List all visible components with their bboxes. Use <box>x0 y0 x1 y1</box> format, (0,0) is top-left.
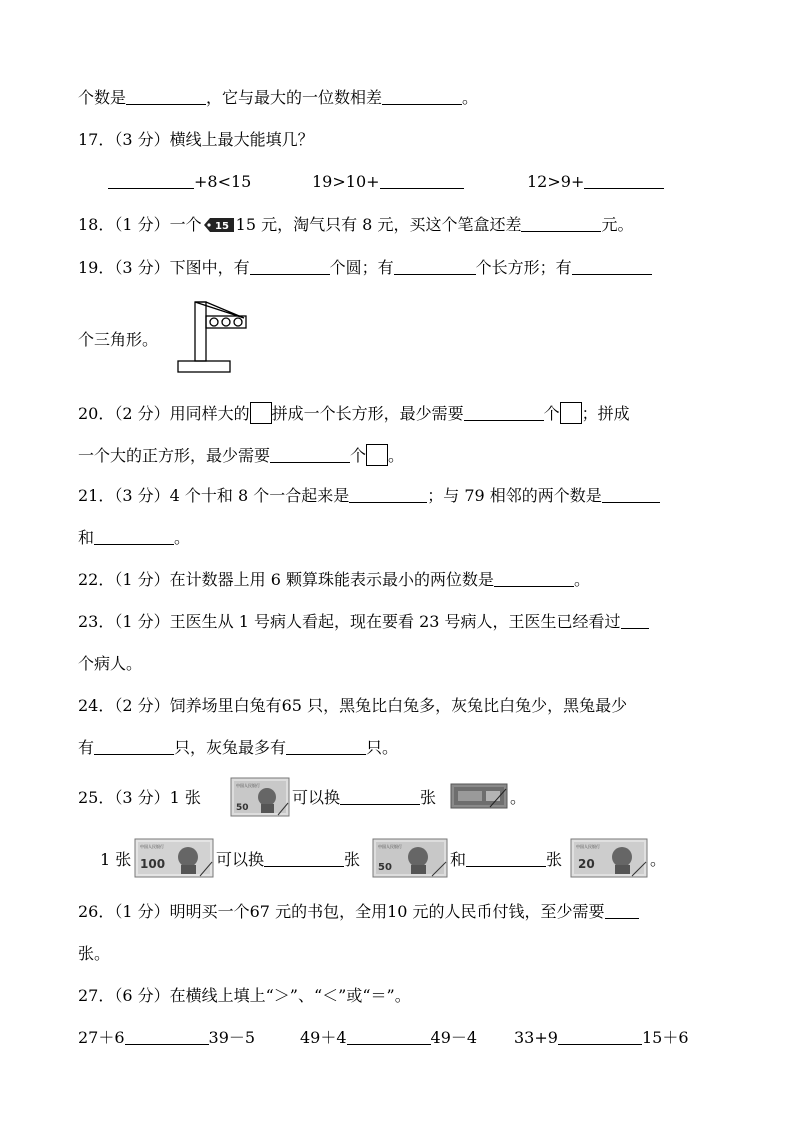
q16-blank-2[interactable] <box>382 89 462 105</box>
svg-text:50: 50 <box>236 803 249 813</box>
q19-blank-3[interactable] <box>572 259 652 275</box>
svg-text:中国人民银行: 中国人民银行 <box>140 844 164 849</box>
q16-text-2: ，它与最大的一位数相差 <box>206 88 383 107</box>
q20-text-5: 一个大的正方形，最少需要 <box>78 446 271 465</box>
q19-text-3: 个长方形；有 <box>475 258 572 277</box>
q26-text-1: 26．（1 分）明明买一个67 元的书包，全用10 元的人民币付钱，至少需要 <box>78 902 605 921</box>
q25-text-3: 张 <box>420 788 437 807</box>
q20-blank-1[interactable] <box>464 405 544 421</box>
q25-blank-2[interactable] <box>264 851 344 867</box>
q25-text-6: 可以换 <box>216 850 265 869</box>
q24-text-4: 只。 <box>366 738 399 757</box>
q19-line-2: 个三角形。 <box>78 330 159 349</box>
small-square-icon <box>560 402 582 424</box>
q27-blank-2[interactable] <box>347 1029 431 1045</box>
q20-text-7: 。 <box>388 446 405 465</box>
q18-text-3: 元。 <box>601 215 634 234</box>
q25-text-9: 张 <box>546 850 563 869</box>
svg-text:15: 15 <box>214 221 229 232</box>
q19-figure-diagram <box>174 298 250 376</box>
q25-line-1b <box>292 788 436 808</box>
svg-text:100: 100 <box>140 857 166 871</box>
q24-blank-1[interactable] <box>94 739 174 755</box>
q17-expr-3 <box>527 172 664 192</box>
q21-text-1: 21．（3 分）4 个十和 8 个一合起来是 <box>78 486 350 505</box>
q17-expr-1-text: +8<15 <box>194 172 252 191</box>
q27-left-2: 49＋4 <box>300 1028 347 1047</box>
svg-text:中国人民银行: 中国人民银行 <box>378 844 402 849</box>
q21-blank-3[interactable] <box>94 529 174 545</box>
q27-right-2: 49－4 <box>430 1028 478 1047</box>
q27-expr-1 <box>78 1028 255 1048</box>
q25-text-2: 可以换 <box>292 788 341 807</box>
q27-blank-1[interactable] <box>125 1029 209 1045</box>
q25-blank-3[interactable] <box>466 851 546 867</box>
q18-text-2: 15 元，淘气只有 8 元，买这个笔盒还差 <box>235 215 522 234</box>
q17-blank-1[interactable] <box>108 173 194 189</box>
q27-heading: 27．（6 分）在横线上填上“＞”、“＜”或“＝”。 <box>78 986 411 1005</box>
q21-text-4: 。 <box>174 528 191 547</box>
q16-blank-1[interactable] <box>126 89 206 105</box>
q17-expr-1 <box>108 172 251 192</box>
q22-text-1: 22．（1 分）在计数器上用 6 颗算珠能表示最小的两位数是 <box>78 570 494 589</box>
q23-text-1: 23．（1 分）王医生从 1 号病人看起，现在要看 23 号病人，王医生已经看过 <box>78 612 621 631</box>
q18-line <box>78 214 633 241</box>
q24-text-2: 有 <box>78 738 95 757</box>
q16-line <box>78 88 478 108</box>
svg-text:中国人民银行: 中国人民银行 <box>236 783 260 788</box>
q16-text-1: 个数是 <box>78 88 127 107</box>
q25-text-10: 。 <box>650 850 667 869</box>
q21-text-3: 和 <box>78 528 95 547</box>
q27-right-1: 39－5 <box>208 1028 256 1047</box>
q25-text-7: 张 <box>344 850 361 869</box>
q17-expr-2-text: 19>10+ <box>312 172 380 191</box>
q27-expr-2 <box>300 1028 477 1048</box>
q20-line-1 <box>78 402 630 424</box>
q25-text-1: 25．（3 分）1 张 <box>78 788 201 807</box>
q23-blank[interactable] <box>621 613 649 629</box>
q20-blank-2[interactable] <box>270 447 350 463</box>
small-square-icon <box>366 444 388 466</box>
q25-text-5: 1 张 <box>100 850 132 869</box>
q25-line-2b <box>450 850 562 870</box>
q18-blank[interactable] <box>521 216 601 232</box>
q20-text-6: 个 <box>350 446 367 465</box>
q25-blank-1[interactable] <box>340 789 420 805</box>
q23-line-2: 个病人。 <box>78 654 143 673</box>
banknote-50-yuan-image-2 <box>372 838 448 878</box>
q21-line-2 <box>78 528 190 548</box>
q20-line-2 <box>78 444 404 466</box>
q25-line-2 <box>216 850 360 870</box>
q22-blank[interactable] <box>494 571 574 587</box>
svg-text:50: 50 <box>378 862 392 873</box>
q18-text-1: 18．（1 分）一个 <box>78 215 202 234</box>
q19-blank-2[interactable] <box>394 259 476 275</box>
q27-expr-3 <box>514 1028 689 1048</box>
q21-blank-2[interactable] <box>602 487 660 503</box>
small-square-icon <box>250 402 272 424</box>
q21-line-1 <box>78 486 660 506</box>
q19-text-2: 个圆；有 <box>329 258 394 277</box>
q19-line <box>78 258 652 278</box>
banknote-small-image <box>450 783 508 809</box>
q20-text-3: 个 <box>543 404 560 423</box>
q25-line-1 <box>78 788 201 808</box>
q26-line-1 <box>78 902 639 922</box>
banknote-50-yuan-image <box>230 777 290 817</box>
q17-heading: 17．（3 分）横线上最大能填几？ <box>78 130 314 149</box>
pencil-case-price-tag-image <box>202 214 236 241</box>
q20-text-2: 拼成一个长方形，最少需要 <box>271 404 464 423</box>
q25-text-4: 。 <box>510 788 527 807</box>
q24-blank-2[interactable] <box>286 739 366 755</box>
q22-text-2: 。 <box>573 570 590 589</box>
q23-line-1 <box>78 612 649 632</box>
q27-blank-3[interactable] <box>558 1029 642 1045</box>
q21-text-2: ；与 79 相邻的两个数是 <box>427 486 602 505</box>
q26-blank[interactable] <box>605 903 639 919</box>
q17-expr-3-text: 12>9+ <box>527 172 585 191</box>
q27-left-3: 33+9 <box>514 1028 558 1047</box>
q20-text-1: 20．（2 分）用同样大的 <box>78 404 250 423</box>
q16-text-3: 。 <box>462 88 479 107</box>
q17-blank-2[interactable] <box>380 173 464 189</box>
q27-right-3: 15＋6 <box>641 1028 689 1047</box>
q26-line-2: 张。 <box>78 944 111 963</box>
svg-text:中国人民银行: 中国人民银行 <box>576 844 600 849</box>
banknote-100-yuan-image <box>134 838 214 878</box>
q21-blank-1[interactable] <box>349 487 427 503</box>
q24-line-1: 24．（2 分）饲养场里白兔有65 只，黑兔比白兔多，灰兔比白兔少，黑兔最少 <box>78 696 628 715</box>
q27-left-1: 27＋6 <box>78 1028 125 1047</box>
q17-blank-3[interactable] <box>584 173 664 189</box>
q24-line-2 <box>78 738 398 758</box>
q17-expr-2 <box>312 172 464 192</box>
q19-blank-1[interactable] <box>250 259 330 275</box>
q25-text-8: 和 <box>450 850 467 869</box>
banknote-20-yuan-image <box>570 838 648 878</box>
q22-line <box>78 570 590 590</box>
svg-text:20: 20 <box>578 857 595 871</box>
q24-text-3: 只，灰兔最多有 <box>174 738 287 757</box>
q19-text-1: 19．（3 分）下图中，有 <box>78 258 250 277</box>
q20-text-4: ；拼成 <box>581 404 630 423</box>
